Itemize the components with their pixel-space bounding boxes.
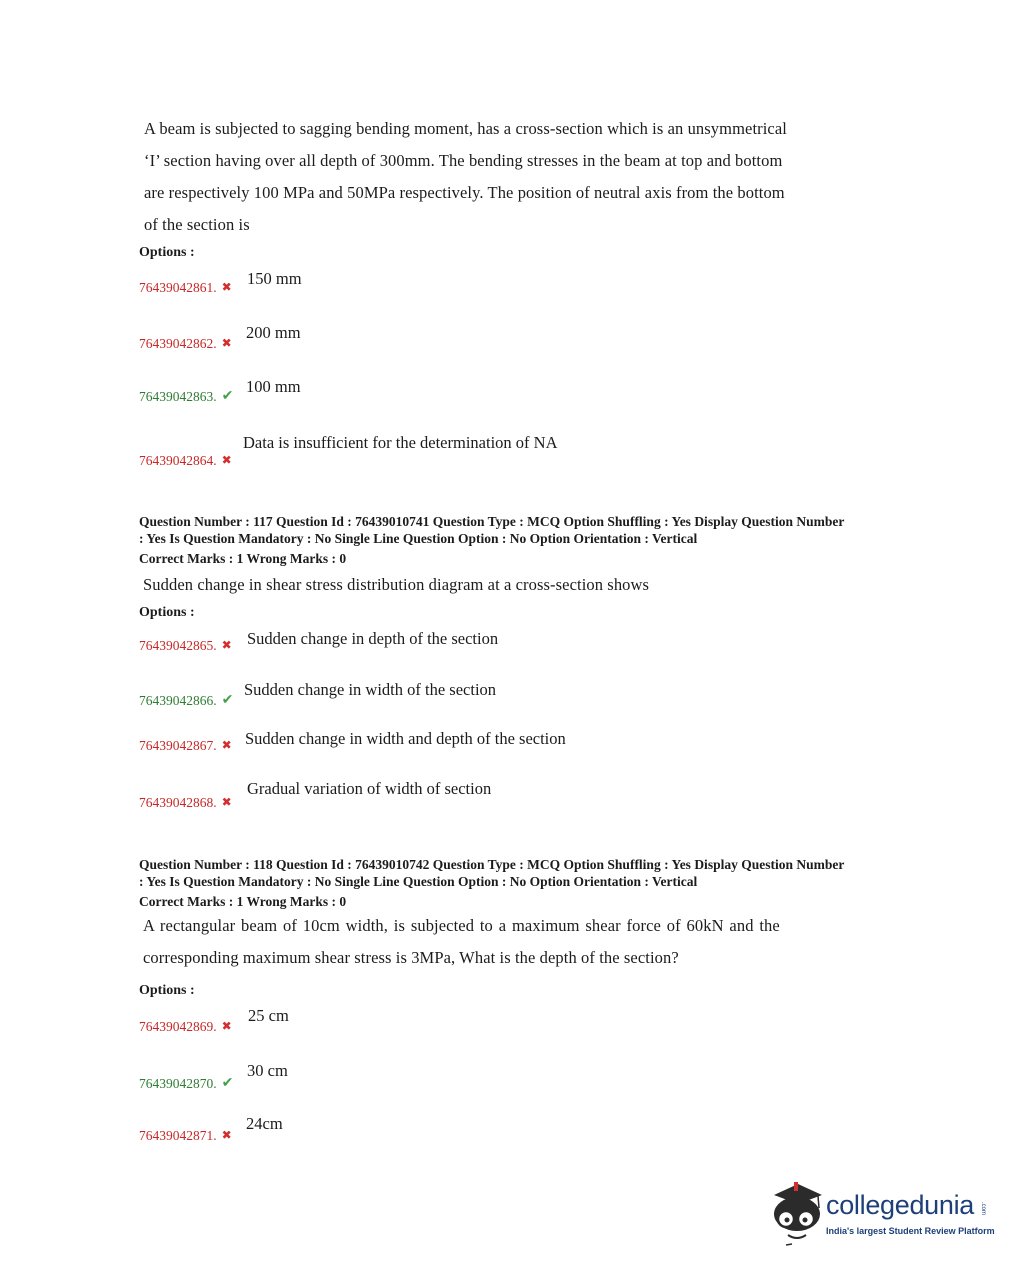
stem-line: corresponding maximum shear stress is 3MPa, What is the depth of the section? xyxy=(143,948,679,967)
meta-line: Question Number : 118 Question Id : 76439010742 Question Type : MCQ Option Shuffling : Yes Display Question Number xyxy=(139,857,845,872)
wrong-icon: ✖ xyxy=(221,1019,232,1033)
question-118-stem xyxy=(143,910,780,974)
wrong-icon: ✖ xyxy=(221,280,232,294)
question-116-stem xyxy=(144,113,787,241)
stem-line: are respectively 100 MPa and 50MPa respectively. The position of neutral axis from the bottom xyxy=(144,183,785,202)
option-id: 76439042867. ✖ xyxy=(139,738,232,753)
option-text: 200 mm xyxy=(246,323,301,342)
option-text: 30 cm xyxy=(247,1061,288,1080)
logo-suffix: .com xyxy=(980,1202,986,1216)
option-text: 24cm xyxy=(246,1114,283,1133)
option-id: 76439042861. ✖ xyxy=(139,280,232,295)
check-icon: ✔ xyxy=(221,389,234,404)
stem-line: of the section is xyxy=(144,215,250,234)
wrong-icon: ✖ xyxy=(221,638,232,652)
stem-line: ‘I’ section having over all depth of 300mm. The bending stresses in the beam at top and bottom xyxy=(144,151,783,170)
option-id: 76439042862. ✖ xyxy=(139,336,232,351)
check-icon: ✔ xyxy=(221,1076,234,1091)
wrong-icon: ✖ xyxy=(221,738,232,752)
wrong-icon: ✖ xyxy=(221,336,232,350)
question-117-meta xyxy=(139,513,844,567)
option-text: 150 mm xyxy=(247,269,302,288)
option-text: Gradual variation of width of section xyxy=(247,779,492,798)
meta-line: : Yes Is Question Mandatory : No Single Line Question Option : No Option Orientation : Vertical xyxy=(139,874,698,889)
logo-tagline: India's largest Student Review Platform xyxy=(826,1226,995,1236)
collegedunia-logo xyxy=(768,1178,993,1248)
logo-wordmark: collegedunia xyxy=(826,1190,975,1220)
option-id: 76439042868. ✖ xyxy=(139,795,232,810)
option-id: 76439042864. ✖ xyxy=(139,453,232,468)
mascot-icon xyxy=(768,1178,826,1248)
option-id: 76439042870. ✔ xyxy=(139,1076,234,1091)
stem-line: A beam is subjected to sagging bending moment, has a cross-section which is an unsymmetrical xyxy=(144,119,787,138)
check-icon: ✔ xyxy=(221,693,234,708)
option-text: Sudden change in depth of the section xyxy=(247,629,499,648)
meta-line: : Yes Is Question Mandatory : No Single Line Question Option : No Option Orientation : Vertical xyxy=(139,531,698,546)
option-text: Sudden change in width of the section xyxy=(244,680,497,699)
stem-line: A rectangular beam of 10cm width, is subjected to a maximum shear force of 60kN and the xyxy=(143,916,780,935)
option-id: 76439042865. ✖ xyxy=(139,638,232,653)
wrong-icon: ✖ xyxy=(221,795,232,809)
option-id: 76439042863. ✔ xyxy=(139,389,234,404)
question-117-stem: Sudden change in shear stress distribution diagram at a cross-section shows xyxy=(143,575,650,594)
options-label: Options : xyxy=(139,245,195,260)
option-id: 76439042866. ✔ xyxy=(139,693,234,708)
marks-line: Correct Marks : 1 Wrong Marks : 0 xyxy=(139,894,347,909)
option-text: 25 cm xyxy=(248,1006,289,1025)
option-text: Sudden change in width and depth of the section xyxy=(245,729,566,748)
options-label: Options : xyxy=(139,605,195,620)
option-text: Data is insufficient for the determination of NA xyxy=(243,433,558,452)
options-label: Options : xyxy=(139,983,195,998)
marks-line: Correct Marks : 1 Wrong Marks : 0 xyxy=(139,551,347,566)
option-id: 76439042871. ✖ xyxy=(139,1128,232,1143)
option-text: 100 mm xyxy=(246,377,301,396)
meta-line: Question Number : 117 Question Id : 76439010741 Question Type : MCQ Option Shuffling : Yes Display Question Number xyxy=(139,514,845,529)
option-id: 76439042869. ✖ xyxy=(139,1019,232,1034)
question-118-meta xyxy=(139,856,844,910)
wrong-icon: ✖ xyxy=(221,453,232,467)
wrong-icon: ✖ xyxy=(221,1128,232,1142)
